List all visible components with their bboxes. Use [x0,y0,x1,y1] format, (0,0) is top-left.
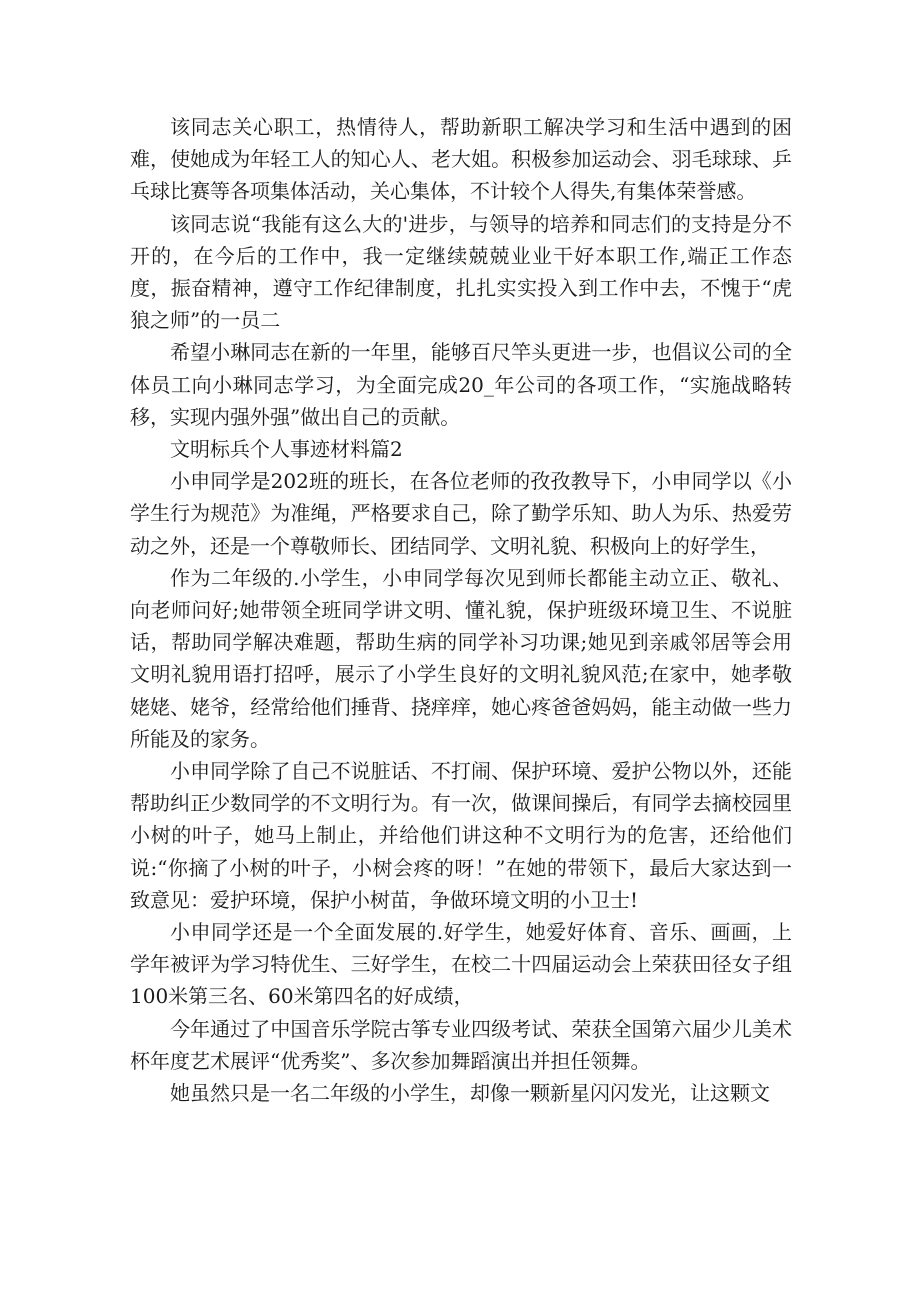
paragraph: 她虽然只是一名二年级的小学生，却像一颗新星闪闪发光，让这颗文 [170,1081,770,1106]
section-heading: 文明标兵个人事迹材料篇2 [170,437,403,462]
paragraph: 希望小琳同志在新的一年里，能够百尺竿头更进一步，也倡议公司的全体员工向小琳同志学习，为全面完成20_年公司的各项工作，“实施战略转移，实现内强外强”做出自己的贡献。 [130,340,792,429]
paragraph: 小申同学是202班的班长，在各位老师的孜孜教导下，小申同学以《小学生行为规范》为准绳，严格要求自己，除了勤学乐知、助人为乐、热爱劳动之外，还是一个尊敬师长、团结同学、文明礼貌、积极向上的好学生， [130,469,792,558]
paragraph: 作为二年级的.小学生，小申同学每次见到师长都能主动立正、敬礼、向老师问好;她带领全班同学讲文明、懂礼貌，保护班级环境卫生、不说脏话，帮助同学解决难题，帮助生病的同学补习功课;她见到亲戚邻居等会用文明礼貌用语打招呼，展示了小学生良好的文明礼貌风范;在家中，她孝敬姥姥、姥爷，经常给他们捶背、挠痒痒，她心疼爸爸妈妈，能主动做一些力所能及的家务。 [130,565,792,751]
document-body [130,111,792,1109]
paragraph: 该同志关心职工，热情待人，帮助新职工解决学习和生活中遇到的困难，使她成为年轻工人的知心人、老大姐。积极参加运动会、羽毛球球、乒乓球比赛等各项集体活动，关心集体，不计较个人得失,有集体荣誉感。 [130,115,792,204]
paragraph: 小申同学还是一个全面发展的.好学生，她爱好体育、音乐、画画，上学年被评为学习特优生、三好学生，在校二十四届运动会上荣获田径女子组100米第三名、60米第四名的好成绩， [130,920,792,1009]
paragraph: 今年通过了中国音乐学院古筝专业四级考试、荣获全国第六届少儿美术杯年度艺术展评“优秀奖”、多次参加舞蹈演出并担任领舞。 [130,1016,792,1073]
paragraph: 该同志说“我能有这么大的'进步，与领导的培养和同志们的支持是分不开的，在今后的工作中，我一定继续兢兢业业干好本职工作,端正工作态度，振奋精神，遵守工作纪律制度，扎扎实实投入到工作中去，不愧于“虎狼之师”的一员二 [130,211,792,333]
paragraph: 小申同学除了自己不说脏话、不打闹、保护环境、爱护公物以外，还能帮助纠正少数同学的不文明行为。有一次，做课间操后，有同学去摘校园里小树的叶子，她马上制止，并给他们讲这种不文明行为的危害，还给他们说:“你摘了小树的叶子，小树会疼的呀！”在她的带领下，最后大家达到一致意见：爱护环境，保护小树苗，争做环境文明的小卫士! [130,759,792,912]
